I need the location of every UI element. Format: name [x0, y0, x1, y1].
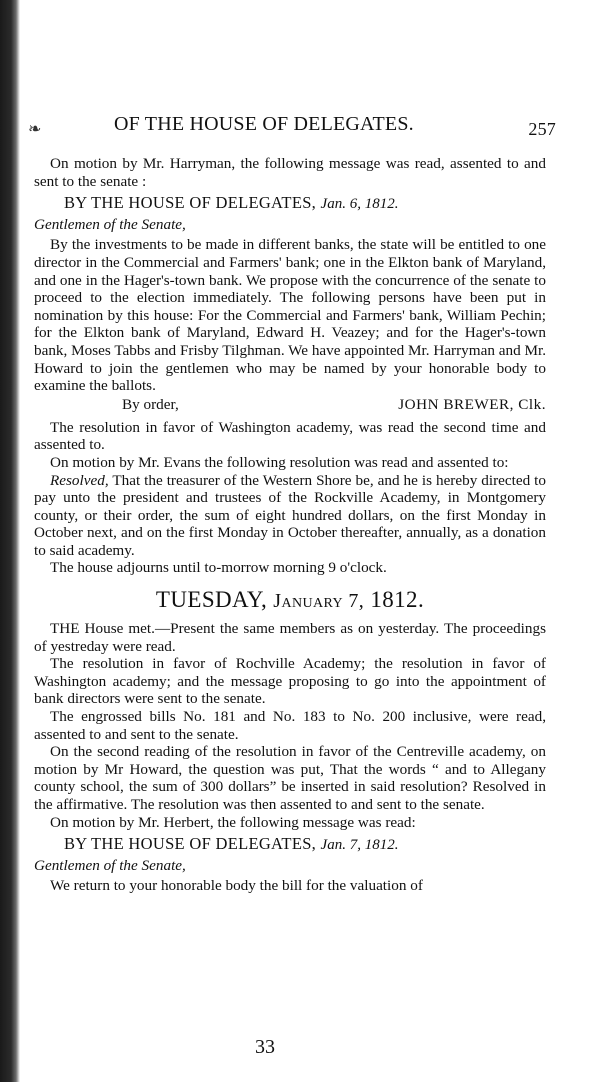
- page-body: [34, 155, 546, 895]
- paragraph: On the second reading of the resolution in favor of the Centreville academy, on motion by Mr Howard, the question was put, That the words “ and to Allegany county school, the sum of 300 dollars” be inserted in said resolution? Resolved in the affirmative. The resolution was then assented to and sent to the senate.: [34, 743, 546, 813]
- day-heading-weekday: TUESDAY,: [155, 587, 268, 613]
- clerk-signature: JOHN BREWER, Clk.: [398, 395, 546, 413]
- resolution-paragraph: [34, 472, 546, 560]
- message-heading: [34, 835, 546, 855]
- day-heading-year: 1812.: [370, 587, 425, 613]
- page-number: 257: [528, 119, 556, 139]
- paragraph: The house adjourns until to-morrow morning 9 o'clock.: [50, 559, 387, 577]
- message-heading: [34, 194, 546, 214]
- message-salutation: Gentlemen of the Senate,: [34, 856, 186, 874]
- paragraph: The resolution in favor of Rochville Academy; the resolution in favor of Washington academy; and the message proposing to go into the appointment of bank directors were sent to the senate.: [34, 655, 546, 708]
- paragraph: The engrossed bills No. 181 and No. 183 to No. 200 inclusive, were read, assented to and sent to the senate.: [34, 708, 546, 743]
- by-order: By order,: [122, 395, 179, 413]
- resolution-body: That the treasurer of the Western Shore be, and he is hereby directed to pay unto the president and trustees of the Rockville Academy, in Montgomery county, or their order, the sum of eight hundred dollars, on the first Monday in October next, and on the first Monday in October thereafter, annually, as a donation to said academy.: [34, 471, 546, 559]
- binding-edge: [0, 0, 20, 1082]
- ornament-icon: ❧: [28, 119, 42, 138]
- paragraph: On motion by Mr. Herbert, the following message was read:: [50, 813, 416, 831]
- message-salutation: Gentlemen of the Senate,: [34, 215, 186, 233]
- message-date: Jan. 6, 1812.: [320, 196, 399, 213]
- message-body: By the investments to be made in different banks, the state will be entitled to one director in the Commercial and Farmers' bank; one in the Elkton bank of Maryland, and one in the Hager's-town bank. We propose with the concurrence of the senate to proceed to the election immediately. The following persons have been put in nomination by this house: For the Commercial and Farmers' bank, William Pechin; for the Elkton bank of Maryland, Edward H. Veazey; and for the Hager's-town bank, Moses Tabbs and Frisby Tilghman. We have appointed Mr. Harryman and Mr. Howard to join the gentlemen who may be named by your honorable body to examine the ballots.: [34, 236, 546, 395]
- signature-mark: 33: [255, 1036, 275, 1058]
- message-heading-text: BY THE HOUSE OF DELEGATES,: [64, 193, 317, 213]
- message-signoff: [34, 396, 546, 416]
- page-title: OF THE HOUSE OF DELEGATES.: [114, 113, 414, 135]
- paragraph: The resolution in favor of Washington academy, was read the second time and assented to.: [34, 418, 546, 454]
- message-heading-text: BY THE HOUSE OF DELEGATES,: [64, 834, 317, 854]
- paragraph: THE House met.—Present the same members as on yesterday. The proceedings of yestreday were read.: [34, 620, 546, 655]
- message-date: Jan. 7, 1812.: [320, 837, 399, 854]
- day-heading-date: January 7,: [273, 590, 365, 613]
- day-heading: [34, 587, 546, 614]
- paragraph: On motion by Mr. Evans the following resolution was read and assented to:: [50, 453, 509, 471]
- resolved-lead: Resolved,: [50, 471, 109, 489]
- message-body: We return to your honorable body the bill for the valuation of: [50, 877, 423, 895]
- paragraph: On motion by Mr. Harryman, the following message was read, assented to and sent to the senate :: [34, 155, 546, 190]
